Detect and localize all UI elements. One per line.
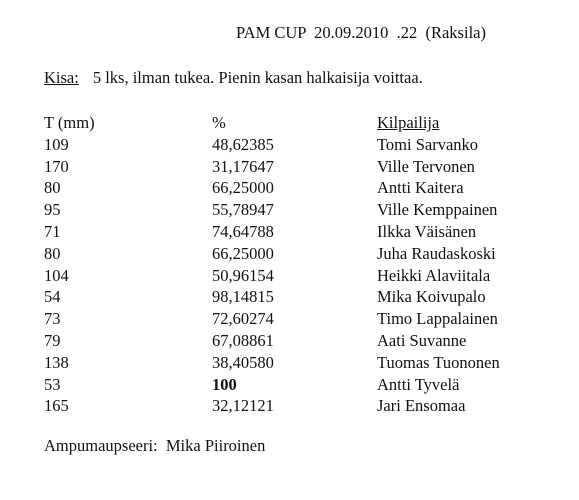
cell-percent: 72,60274: [212, 309, 274, 329]
cell-percent: 66,25000: [212, 178, 274, 198]
cell-competitor: Timo Lappalainen: [377, 309, 498, 329]
results-table: [44, 112, 544, 417]
table-row: [44, 330, 544, 352]
cell-competitor: Jari Ensomaa: [377, 396, 466, 416]
table-row: [44, 243, 544, 265]
cell-competitor: Mika Koivupalo: [377, 287, 486, 307]
cell-percent: 48,62385: [212, 134, 274, 154]
cell-percent: 74,64788: [212, 221, 274, 241]
header-t-mm: T (mm): [44, 113, 95, 132]
cell-percent: 38,40580: [212, 352, 274, 372]
cell-t: 165: [44, 396, 69, 416]
competition-rules: 5 lks, ilman tukea. Pienin kasan halkaisija voittaa.: [92, 68, 423, 87]
header-competitor: Kilpailija: [377, 113, 440, 132]
cell-percent: 55,78947: [212, 200, 274, 220]
table-row: [44, 374, 544, 396]
competition-label: Kisa:: [44, 68, 79, 87]
cell-t: 95: [44, 200, 61, 220]
cell-t: 104: [44, 265, 69, 285]
cell-percent: 67,08861: [212, 330, 274, 350]
cell-t: 80: [44, 178, 61, 198]
cell-percent: 66,25000: [212, 243, 274, 263]
cell-t: 79: [44, 330, 61, 350]
table-row: [44, 199, 544, 221]
cell-percent: 98,14815: [212, 287, 274, 307]
table-row: [44, 177, 544, 199]
header-percent: %: [212, 113, 226, 132]
cell-percent: 31,17647: [212, 156, 274, 176]
cell-competitor: Aati Suvanne: [377, 330, 467, 350]
cell-competitor: Ville Tervonen: [377, 156, 475, 176]
cell-competitor: Antti Kaitera: [377, 178, 464, 198]
cell-percent-winner: 100: [212, 374, 237, 394]
competition-description: [44, 68, 423, 88]
cell-t: 109: [44, 134, 69, 154]
range-officer-line: Ampumaupseeri: Mika Piiroinen: [44, 436, 266, 455]
cell-t: 73: [44, 309, 61, 329]
table-row: [44, 308, 544, 330]
cell-competitor: Juha Raudaskoski: [377, 243, 496, 263]
cell-competitor: Ilkka Väisänen: [377, 221, 477, 241]
document-title: PAM CUP 20.09.2010 .22 (Raksila): [236, 23, 486, 42]
cell-competitor: Antti Tyvelä: [377, 374, 460, 394]
table-row: [44, 134, 544, 156]
cell-competitor: Tuomas Tuononen: [377, 352, 500, 372]
cell-t: 54: [44, 287, 61, 307]
cell-percent: 32,12121: [212, 396, 274, 416]
cell-competitor: Heikki Alaviitala: [377, 265, 491, 285]
cell-t: 138: [44, 352, 69, 372]
table-header: [44, 112, 544, 134]
table-row: [44, 395, 544, 417]
cell-competitor: Tomi Sarvanko: [377, 134, 479, 154]
table-row: [44, 265, 544, 287]
table-row: [44, 286, 544, 308]
cell-percent: 50,96154: [212, 265, 274, 285]
cell-t: 53: [44, 374, 61, 394]
cell-t: 80: [44, 243, 61, 263]
cell-competitor: Ville Kemppainen: [377, 200, 498, 220]
table-row: [44, 156, 544, 178]
table-row: [44, 221, 544, 243]
table-row: [44, 352, 544, 374]
cell-t: 170: [44, 156, 69, 176]
cell-t: 71: [44, 221, 61, 241]
